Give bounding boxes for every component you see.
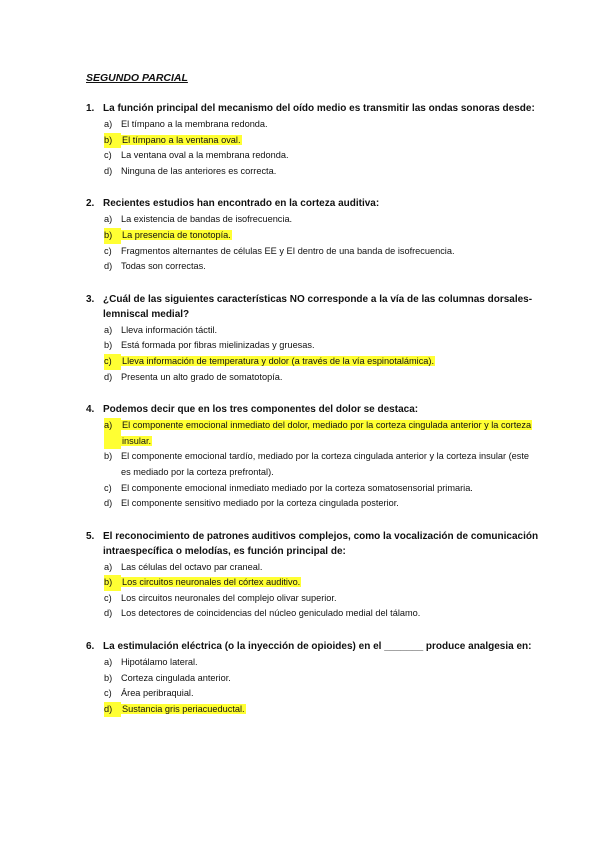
option-list: [86, 560, 540, 622]
option-text-wrap: [121, 671, 540, 687]
option-letter: a): [104, 657, 113, 668]
option-list: [86, 655, 540, 717]
option-item: [104, 686, 540, 702]
option-item: [104, 606, 540, 622]
option-item-correct: [104, 354, 540, 370]
highlighted-answer: La presencia de tonotopía.: [122, 229, 231, 240]
page-title: SEGUNDO PARCIAL: [86, 72, 188, 84]
option-letter: b): [104, 228, 121, 244]
option-letter: a): [104, 561, 113, 572]
option-letter: b): [104, 451, 113, 462]
option-text: El tímpano a la membrana redonda.: [121, 119, 268, 129]
option-item-correct: [104, 702, 540, 718]
question-header: [86, 101, 540, 116]
option-text: La ventana oval a la membrana redonda.: [121, 150, 289, 161]
option-text: El componente emocional inmediato mediado por la corteza somatosensorial primaria.: [121, 482, 473, 493]
question-text: El reconocimiento de patrones auditivos complejos, como la vocalización de comunicación intraespecífica o melodías, es función principal de:: [103, 530, 539, 557]
option-item: [104, 212, 540, 228]
question-text: La estimulación eléctrica (o la inyección de opioides) en el _______ produce analgesia en:: [103, 641, 532, 653]
option-text-wrap: [121, 338, 540, 354]
option-letter: d): [104, 165, 113, 176]
option-text-wrap: [121, 481, 540, 497]
option-text-wrap: [121, 449, 540, 480]
option-text-wrap: [121, 606, 540, 622]
question-number: 4.: [86, 404, 95, 416]
option-text-wrap: [121, 686, 540, 702]
question-number: 5.: [86, 530, 95, 542]
option-text-wrap: [121, 575, 540, 591]
option-letter: d): [104, 371, 113, 382]
option-text: La existencia de bandas de isofrecuencia.: [121, 214, 293, 225]
option-text-wrap: [121, 418, 540, 449]
option-letter: b): [104, 340, 113, 351]
option-letter: a): [104, 214, 113, 225]
option-text-wrap: [121, 164, 540, 180]
question-text: La función principal del mecanismo del oído medio es transmitir las ondas sonoras desde:: [103, 103, 535, 114]
option-item: [104, 259, 540, 275]
option-item: [104, 244, 540, 260]
question-item: [86, 292, 540, 385]
option-letter: d): [104, 261, 113, 272]
option-letter: c): [104, 245, 112, 256]
option-list: [86, 117, 540, 179]
option-text-wrap: [121, 148, 540, 164]
option-item-correct: [104, 575, 540, 591]
option-text: Lleva información táctil.: [121, 324, 218, 335]
option-letter: d): [104, 608, 113, 619]
option-letter: a): [104, 418, 121, 449]
option-text-wrap: [121, 354, 540, 370]
question-item: [86, 529, 540, 622]
question-header: [86, 292, 540, 322]
option-text: Está formada por fibras mielinizadas y gruesas.: [121, 340, 315, 351]
option-text: El componente emocional tardío, mediado por la corteza cingulada anterior y la corteza insular (este es mediado por la corteza prefrontal).: [121, 451, 530, 477]
option-text: Corteza cingulada anterior.: [121, 672, 231, 683]
option-item: [104, 449, 540, 480]
option-item: [104, 148, 540, 164]
question-text: Recientes estudios han encontrado en la corteza auditiva:: [103, 198, 380, 210]
option-text-wrap: [121, 117, 540, 133]
option-text-wrap: [121, 370, 540, 386]
highlighted-answer: El componente emocional inmediato del dolor, mediado por la corteza cingulada anterior y la corteza insular.: [122, 420, 532, 446]
option-letter: c): [104, 354, 121, 370]
option-text-wrap: [121, 560, 540, 576]
option-item: [104, 671, 540, 687]
question-item: [86, 196, 540, 274]
option-text-wrap: [121, 228, 540, 244]
option-text: Las células del octavo par craneal.: [121, 561, 263, 572]
option-text: Todas son correctas.: [121, 261, 206, 272]
option-text: Los detectores de coincidencias del núcleo geniculado medial del tálamo.: [121, 608, 421, 619]
option-letter: a): [104, 119, 113, 129]
option-text: Los circuitos neuronales del complejo olivar superior.: [121, 592, 337, 603]
option-list: [86, 323, 540, 385]
highlighted-answer: Lleva información de temperatura y dolor (a través de la vía espinotalámica).: [122, 355, 435, 366]
option-letter: b): [104, 575, 121, 591]
option-text-wrap: [121, 244, 540, 260]
option-text-wrap: [121, 323, 540, 339]
option-text: Ninguna de las anteriores es correcta.: [121, 165, 277, 176]
option-text-wrap: [121, 496, 540, 512]
option-text-wrap: [121, 133, 540, 149]
highlighted-answer: Los circuitos neuronales del córtex auditivo.: [122, 577, 301, 588]
question-header: [86, 402, 540, 417]
option-item: [104, 323, 540, 339]
question-header: [86, 196, 540, 211]
question-text: Podemos decir que en los tres componentes del dolor se destaca:: [103, 404, 419, 416]
option-item-correct: [104, 133, 540, 149]
highlighted-answer: Sustancia gris periacueductal.: [122, 703, 245, 714]
question-item: [86, 402, 540, 512]
option-item: [104, 591, 540, 607]
option-letter: a): [104, 324, 113, 335]
question-number: 3.: [86, 293, 95, 305]
option-letter: b): [104, 672, 113, 683]
option-text: Presenta un alto grado de somatotopía.: [121, 371, 283, 382]
question-item: [86, 639, 540, 717]
option-list: [86, 418, 540, 512]
option-letter: d): [104, 702, 121, 718]
option-text: Área peribraquial.: [121, 688, 194, 699]
question-number: 2.: [86, 198, 95, 210]
option-text: Fragmentos alternantes de células EE y EI dentro de una banda de isofrecuencia.: [121, 245, 455, 256]
option-text-wrap: [121, 259, 540, 275]
option-letter: c): [104, 482, 112, 493]
option-text-wrap: [121, 212, 540, 228]
question-number: 6.: [86, 641, 95, 653]
option-item: [104, 481, 540, 497]
option-item-correct: [104, 228, 540, 244]
option-text-wrap: [121, 702, 540, 718]
highlighted-answer: El tímpano a la ventana oval.: [122, 134, 241, 145]
option-letter: c): [104, 688, 112, 699]
question-text: ¿Cuál de las siguientes características NO corresponde a la vía de las columnas dorsales-lemniscal medial?: [103, 293, 533, 320]
option-letter: b): [104, 133, 121, 149]
option-item: [104, 560, 540, 576]
question-header: [86, 529, 540, 559]
option-text-wrap: [121, 591, 540, 607]
question-number: 1.: [86, 103, 95, 114]
option-text-wrap: [121, 655, 540, 671]
option-item: [104, 338, 540, 354]
option-item: [104, 117, 540, 133]
option-item: [104, 164, 540, 180]
option-item: [104, 370, 540, 386]
question-item: [86, 101, 540, 179]
option-letter: d): [104, 498, 113, 509]
option-item: [104, 655, 540, 671]
question-header: [86, 639, 540, 654]
option-letter: c): [104, 592, 112, 603]
option-item: [104, 496, 540, 512]
question-list: [86, 101, 540, 717]
option-letter: c): [104, 150, 112, 161]
option-text: Hipotálamo lateral.: [121, 657, 198, 668]
option-item-correct: [104, 418, 540, 449]
option-list: [86, 212, 540, 274]
option-text: El componente sensitivo mediado por la corteza cingulada posterior.: [121, 498, 399, 509]
